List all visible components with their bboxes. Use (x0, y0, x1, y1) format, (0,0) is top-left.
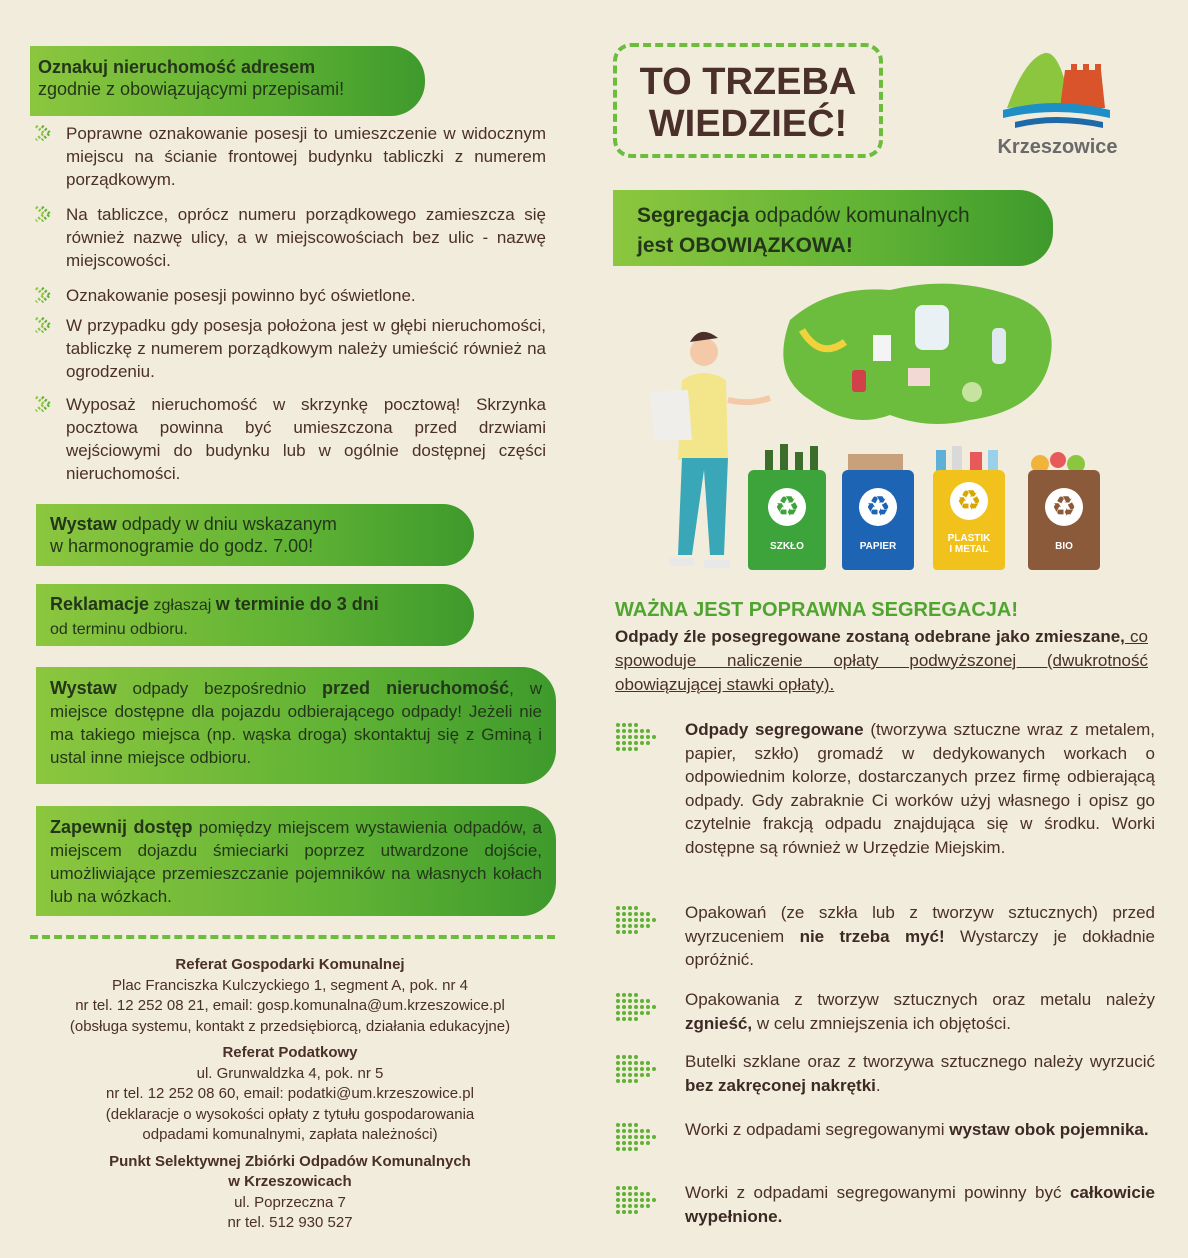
bin-metal-label: I METAL (949, 544, 989, 555)
bin-glass-label: SZKŁO (770, 541, 804, 552)
recycling-illustration (630, 280, 1120, 580)
bin-bio (1028, 470, 1100, 570)
address-pill-text: zgodnie z obowiązującymi przepisami! (38, 79, 345, 99)
access-pill: Zapewnij dostęp pomiędzy miejscem wystawienia odpadów, a miejscem dojazdu śmieciarki poprzez utwardzone dojście, umożliwiające przemieszczanie pojemników na własnych kołach lub na wózkach. (36, 806, 556, 916)
bin-plastic-label: PLASTIK (947, 533, 991, 544)
town-logo (985, 48, 1130, 163)
address-bullet-2: Na tabliczce, oprócz numeru porządkowego zamieszcza się również nazwę ulicy, a w miejscowościach bez ulic - nazwę miejscowości. (36, 203, 546, 272)
rule-3: Opakowania z tworzyw sztucznych oraz metalu należy zgnieść, w celu zmniejszenia ich objętości. (615, 988, 1155, 1035)
chevron-icon (34, 205, 54, 225)
important-text: Odpady źle posegregowane zostaną odebrane jako zmieszane, co spowoduje naliczenie opłaty podwyższonej (dwukrotność obowiązującej stawki opłaty). (615, 627, 1148, 694)
contact-title-tax: Referat Podatkowy (222, 1044, 358, 1061)
dashed-divider (30, 935, 555, 939)
dotted-arrow-icon (615, 722, 659, 754)
segregation-pill: Segregacja odpadów komunalnych jest OBOWIĄZKOWA! (613, 190, 1053, 266)
dotted-arrow-icon (615, 992, 659, 1024)
town-logo-text: Krzeszowice (997, 136, 1118, 158)
chevron-icon (34, 286, 54, 306)
dotted-arrow-icon (615, 1185, 659, 1217)
rule-5: Worki z odpadami segregowanymi wystaw obok pojemnika. (615, 1118, 1155, 1142)
address-bullet-3: Oznakowanie posesji powinno być oświetlone. (36, 284, 546, 307)
contact-block: Referat Gospodarki Komunalnej Plac Franciszka Kulczyckiego 1, segment A, pok. nr 4 nr tel. 12 252 08 21, email: gosp.komunalna@um.krzeszowice.pl (obsługa systemu, kontakt z przedsiębiorcą, działania edukacyjne) Referat Podatkowy ul. Grunwaldzka 4, pok. nr 5 nr tel. 12 252 08 60, email: podatki@um.krzeszowice.pl (deklaracje o wysokości opłaty z tytułu gospodarowania odpadami komunalnymi, zapłata należności) Punkt Selektywnej Zbiórki Odpadów Komunalnych w Krzeszowicach ul. Poprzeczna 7 nr tel. 512 930 527 (69, 956, 511, 1231)
chevron-icon (34, 316, 54, 336)
chevron-icon (34, 124, 54, 144)
address-bullet-1: Poprawne oznakowanie posesji to umieszczenie w widocznym miejscu na ścianie frontowej budynku tabliczki z numerem porządkowym. (36, 122, 546, 191)
rule-4: Butelki szklane oraz z tworzywa sztucznego należy wyrzucić bez zakręconej nakrętki. (615, 1050, 1155, 1097)
recycle-icon: ♻ (859, 488, 897, 526)
chevron-icon (34, 395, 54, 415)
recycle-icon: ♻ (950, 482, 988, 520)
bin-plastic-metal (933, 470, 1005, 570)
dotted-arrow-icon (615, 905, 659, 937)
bin-bio-label: BIO (1055, 541, 1073, 552)
bin-glass (748, 470, 826, 570)
rule-2: Opakowań (ze szkła lub z tworzyw sztucznych) przed wyrzuceniem nie trzeba myć! Wystarczy je dokładnie opróżnić. (615, 901, 1155, 972)
town-logo-icon (985, 48, 1130, 133)
recycle-icon: ♻ (1045, 488, 1083, 526)
contact-title-municipal: Referat Gospodarki Komunalnej (175, 956, 405, 973)
complaints-pill: Reklamacje zgłaszaj w terminie do 3 dni od terminu odbioru. (36, 584, 474, 646)
recycle-icon: ♻ (768, 488, 806, 526)
rule-1: Odpady segregowane (tworzywa sztuczne wraz z metalem, papier, szkło) gromadź w dedykowanych workach o odpowiednim kolorze, dostarczanych przez firmę odbierającą odpady. Gdy zabraknie Ci worków użyj własnego i opisz go czytelnie frakcją odpadu znajdująca się w środku. Worki dostępne są również w Urzędzie Miejskim. (615, 718, 1155, 859)
bin-paper-label: PAPIER (859, 541, 897, 552)
address-pill (30, 46, 425, 116)
headline-line-2: WIEDZIEĆ! (648, 103, 848, 145)
dotted-arrow-icon (615, 1122, 659, 1154)
address-pill-bold: Oznakuj nieruchomość adresem (38, 57, 316, 77)
contact-title-pszok: Punkt Selektywnej Zbiórki Odpadów Komunalnych (109, 1152, 471, 1170)
headline-line-1: TO TRZEBA (639, 61, 857, 103)
rule-6: Worki z odpadami segregowanymi powinny być całkowicie wypełnione. (615, 1181, 1155, 1228)
put-out-pill: Wystaw odpady w dniu wskazanym w harmonogramie do godz. 7.00! (36, 504, 474, 566)
bin-paper (842, 470, 914, 570)
address-bullet-5: Wyposaż nieruchomość w skrzynkę pocztową! Skrzynka pocztowa powinna być umieszczona przed drzwiami wejściowymi do budynku lub w ogólnie dostępnej części nieruchomości. (36, 393, 546, 485)
headline-box (613, 43, 883, 158)
important-title: WAŻNA JEST POPRAWNA SEGREGACJA! (615, 599, 1018, 621)
address-bullet-4: W przypadku gdy posesja położona jest w głębi nieruchomości, tabliczkę z numerem porządkowym należy umieścić również na ogrodzeniu. (36, 314, 546, 383)
front-of-property-pill: Wystaw odpady bezpośrednio przed nieruchomość, w miejsce dostępne dla pojazdu odbierającego odpady! Jeżeli nie ma takiego miejsca (np. wąska droga) skontaktuj się z Gminą i ustal inne miejsce odbioru. (36, 667, 556, 784)
dotted-arrow-icon (615, 1054, 659, 1086)
